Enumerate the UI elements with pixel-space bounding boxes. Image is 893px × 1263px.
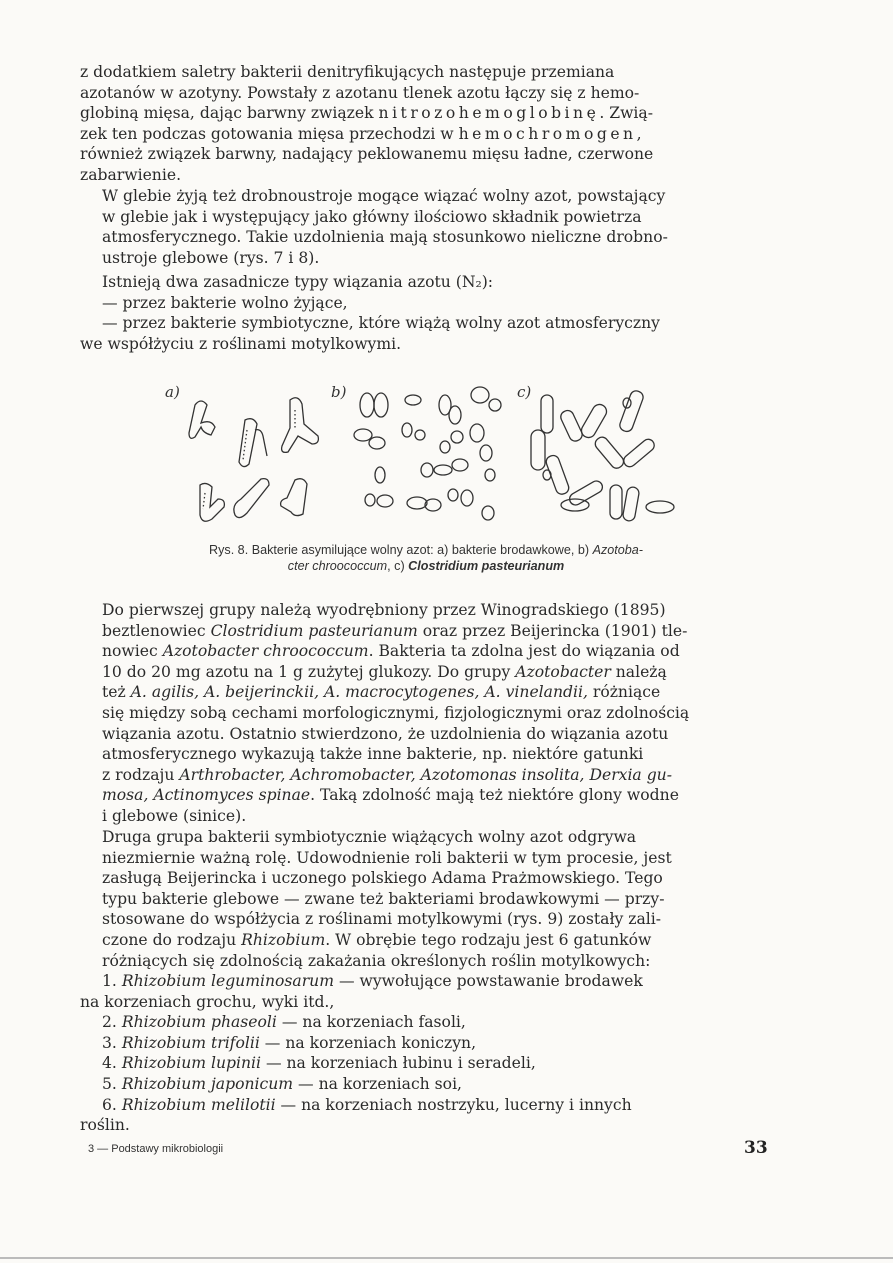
text-line: atmosferycznego. Takie uzdolnienia mają stosunkowo nieliczne drobno- bbox=[102, 228, 668, 247]
bacteria-figure bbox=[155, 375, 680, 533]
text-line: 10 do 20 mg azotu na 1 g zużytej glukozy. Do grupy Azotobacter należą bbox=[102, 662, 667, 681]
panel-label-c: c) bbox=[517, 383, 532, 401]
text-line: stosowane do współżycia z roślinami motylkowymi (rys. 9) zostały zali- bbox=[102, 910, 662, 929]
text-line: W glebie żyją też drobnoustroje mogące wiązać wolny azot, powstający bbox=[102, 187, 666, 205]
text-line: zabarwienie. bbox=[80, 165, 182, 184]
text-line: z dodatkiem saletry bakterii denitryfikujących następuje przemiana bbox=[80, 63, 615, 81]
text-line: czone do rodzaju Rhizobium. W obrębie tego rodzaju jest 6 gatunków bbox=[102, 930, 652, 949]
text-line: Druga grupa bakterii symbiotycznie wiążących wolny azot odgrywa bbox=[102, 828, 637, 846]
paragraph-first-group bbox=[80, 600, 756, 827]
text-line: i glebowe (sinice). bbox=[102, 806, 247, 825]
text-line: się między sobą cechami morfologicznymi, fizjologicznymi oraz zdolnością bbox=[102, 703, 690, 722]
text-line: w glebie jak i występujący jako główny ilościowo składnik powietrza bbox=[102, 207, 642, 226]
text-line: mosa, Actinomyces spinae. Taką zdolność mają też niektóre glony wodne bbox=[102, 786, 679, 805]
text-line: różniących się zdolnością zakażania określonych roślin motylkowych: bbox=[102, 951, 651, 970]
text-line: wiązania azotu. Ostatnio stwierdzono, że uzdolnienia do wiązania azotu bbox=[102, 724, 669, 743]
text-line: beztlenowiec Clostridium pasteurianum oraz przez Beijerincka (1901) tle- bbox=[102, 621, 688, 640]
text-line: nowiec Azotobacter chroococcum. Bakteria ta zdolna jest do wiązania od bbox=[102, 642, 680, 661]
figure-panel-c bbox=[531, 389, 674, 522]
text-line: niezmiernie ważną rolę. Udowodnienie roli bakterii w tym procesie, jest bbox=[102, 848, 672, 867]
spaced-term: nitrozohemoglobinę bbox=[378, 104, 600, 123]
text-line: — przez bakterie symbiotyczne, które wiążą wolny azot atmosferyczny bbox=[102, 314, 660, 333]
paragraph-nitrogen-fixing bbox=[80, 186, 756, 268]
text-line: azotanów w azotyny. Powstały z azotanu tlenek azotu łączy się z hemo- bbox=[80, 83, 640, 102]
text-line: zek ten podczas gotowania mięsa przechodzi w hemochromogen, bbox=[80, 124, 642, 143]
text-line: typu bakterie glebowe — zwane też bakteriami brodawkowymi — przy- bbox=[102, 889, 665, 908]
text-line: zasługą Beijerincka i uczonego polskiego Adama Prażmowskiego. Tego bbox=[102, 869, 663, 888]
page-edge-divider bbox=[0, 1257, 893, 1259]
text-line: Do pierwszej grupy należą wyodrębniony przez Winogradskiego (1895) bbox=[102, 601, 666, 619]
page-number: 33 bbox=[744, 1138, 768, 1158]
spaced-term: hemochromogen bbox=[458, 124, 637, 143]
running-footer: 3 — Podstawy mikrobiologii bbox=[88, 1143, 224, 1155]
text-line: atmosferycznego wykazują także inne bakterie, np. niektóre gatunki bbox=[102, 745, 644, 764]
list-item: 4. Rhizobium lupinii — na korzeniach łubinu i seradeli, bbox=[102, 1054, 536, 1073]
figure-panel-a bbox=[189, 398, 318, 522]
text-line: również związek barwny, nadający peklowanemu mięsu ładne, czerwone bbox=[80, 145, 654, 164]
text-line: ustroje glebowe (rys. 7 i 8). bbox=[102, 248, 320, 267]
text-line: z rodzaju Arthrobacter, Achromobacter, Azotomonas insolita, Derxia gu- bbox=[102, 765, 672, 784]
paragraph-second-group bbox=[80, 827, 756, 971]
figure-panel-b bbox=[354, 387, 501, 520]
figure-caption: Rys. 8. Bakterie asymilujące wolny azot: a) bakterie brodawkowe, b) Azotoba- cter chroococcum, c) Clostridium pasteurianum bbox=[209, 543, 643, 573]
list-item: 3. Rhizobium trifolii — na korzeniach koniczyn, bbox=[102, 1033, 477, 1052]
paragraph-nitrosohemoglobin bbox=[80, 62, 756, 186]
text-line: — przez bakterie wolno żyjące, bbox=[102, 293, 348, 312]
list-item: 5. Rhizobium japonicum — na korzeniach soi, bbox=[102, 1074, 463, 1093]
text-line: też A. agilis, A. beijerinckii, A. macrocytogenes, A. vinelandii, różniące bbox=[102, 683, 661, 702]
text-line: Istnieją dwa zasadnicze typy wiązania azotu (N₂): bbox=[102, 273, 494, 291]
list-item: 1. Rhizobium leguminosarum — wywołujące powstawanie brodawek na korzeniach grochu, wyki itd., bbox=[80, 972, 643, 1011]
paragraph-two-types bbox=[80, 272, 756, 354]
panel-label-a: a) bbox=[165, 383, 180, 401]
list-item: 6. Rhizobium melilotii — na korzeniach nostrzyku, lucerny i innych roślin. bbox=[80, 1095, 632, 1135]
text-line: globiną mięsa, dając barwny związek nitrozohemoglobinę. Zwią- bbox=[80, 104, 653, 123]
panel-label-b: b) bbox=[331, 383, 347, 401]
rhizobium-species-list bbox=[80, 971, 756, 1136]
list-item: 2. Rhizobium phaseoli — na korzeniach fasoli, bbox=[102, 1013, 466, 1032]
text-line: we współżyciu z roślinami motylkowymi. bbox=[80, 334, 402, 353]
